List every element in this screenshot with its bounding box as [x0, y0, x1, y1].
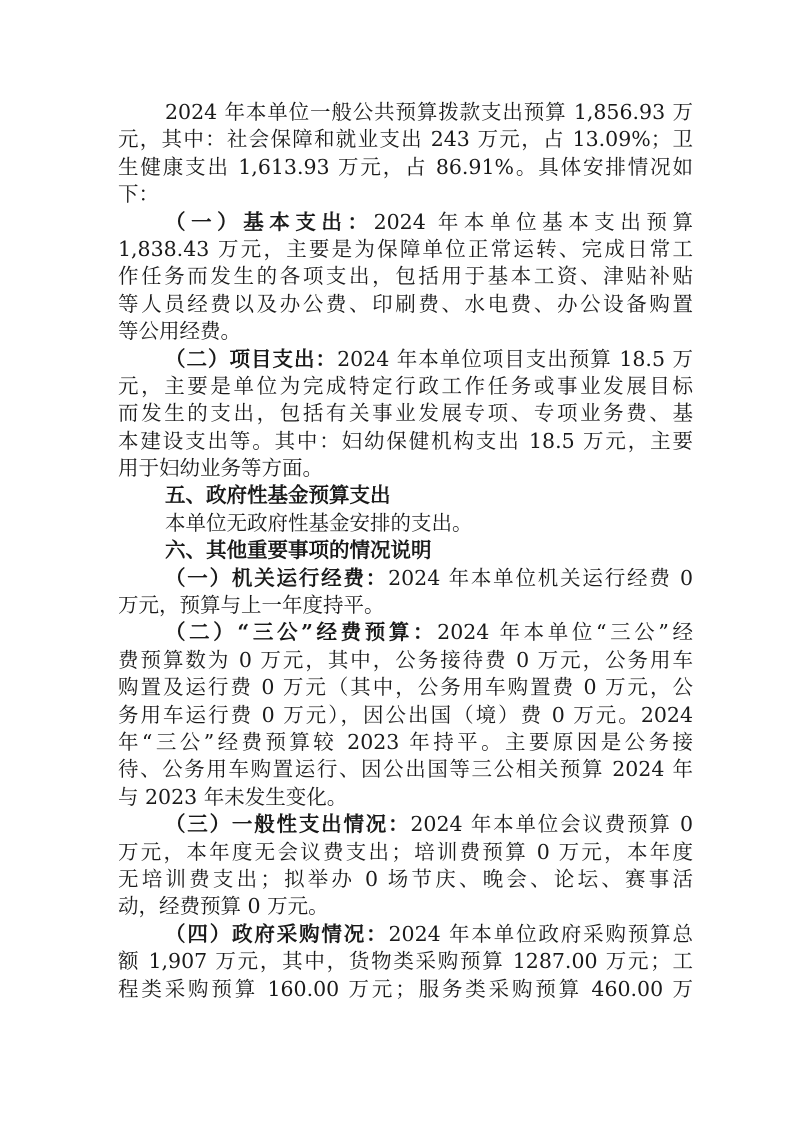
- section-heading: 五、政府性基金预算支出: [165, 483, 391, 508]
- text-line: [118, 756, 693, 783]
- line-text: 待、公务用车购置运行、因公出国等三公相关预算 2024 年: [118, 757, 693, 782]
- text-line: [118, 400, 693, 427]
- text-line: [118, 126, 693, 153]
- line-text: 下：: [118, 182, 159, 207]
- line-text: 而发生的支出，包括有关事业发展专项、专项业务费、基: [118, 401, 693, 426]
- line-text: 2024 年本单位基本支出预算: [373, 209, 694, 234]
- text-line: [118, 674, 693, 701]
- line-text: 无培训费支出；拟举办 0 场节庆、晚会、论坛、赛事活: [118, 866, 693, 891]
- line-text: 额 1,907 万元，其中，货物类采购预算 1287.00 万元；工: [118, 949, 693, 974]
- line-text: 年“三公”经费预算较 2023 年持平。主要原因是公务接: [118, 729, 693, 754]
- text-line: [118, 263, 693, 290]
- line-text: 动，经费预算 0 万元。: [118, 894, 329, 919]
- line-text: 务用车运行费 0 万元），因公出国（境）费 0 万元。2024: [118, 702, 693, 727]
- text-line: [118, 565, 693, 592]
- line-text: 等公用经费。: [118, 319, 241, 344]
- text-line: [118, 647, 693, 674]
- line-text: 2024 年本单位机关运行经费 0: [388, 565, 694, 590]
- line-text: 程类采购预算 160.00 万元；服务类采购预算 460.00 万: [118, 976, 693, 1001]
- text-line: [118, 209, 693, 236]
- line-text: 2024 年本单位项目支出预算 18.5 万: [337, 346, 694, 371]
- text-line: [118, 592, 693, 619]
- line-text: 元，其中：社会保障和就业支出 243 万元，占 13.09%；卫: [118, 127, 693, 152]
- text-line: [118, 510, 693, 537]
- text-line: [118, 866, 693, 893]
- text-line: [118, 99, 693, 126]
- line-text: 本单位无政府性基金安排的支出。: [165, 510, 473, 535]
- line-text: 1,838.43 万元，主要是为保障单位正常运转、完成日常工: [118, 236, 693, 261]
- text-line: [118, 537, 693, 564]
- section-heading: （三）一般性支出情况：: [165, 812, 411, 837]
- text-line: [118, 976, 693, 1003]
- text-line: [118, 811, 693, 838]
- text-line: [118, 784, 693, 811]
- text-line: [118, 948, 693, 975]
- text-line: [118, 729, 693, 756]
- text-line: [118, 181, 693, 208]
- document-body: [118, 99, 693, 1003]
- section-heading: （一）基本支出：: [165, 209, 374, 234]
- section-heading: 六、其他重要事项的情况说明: [165, 538, 432, 563]
- line-text: 2024 年本单位政府采购预算总: [388, 921, 694, 946]
- text-line: [118, 154, 693, 181]
- line-text: 2024 年本单位一般公共预算拨款支出预算 1,856.93 万: [165, 100, 693, 124]
- text-line: [118, 291, 693, 318]
- text-line: [118, 702, 693, 729]
- line-text: 万元，本年度无会议费支出；培训费预算 0 万元，本年度: [118, 839, 693, 864]
- line-text: 购置及运行费 0 万元（其中，公务用车购置费 0 万元，公: [118, 675, 693, 700]
- line-text: 生健康支出 1,613.93 万元，占 86.91%。具体安排情况如: [118, 154, 693, 179]
- text-line: [118, 839, 693, 866]
- line-text: 用于妇幼业务等方面。: [118, 456, 323, 481]
- section-heading: （四）政府采购情况：: [165, 921, 389, 946]
- line-text: 万元，预算与上一年度持平。: [118, 593, 385, 618]
- line-text: 2024 年本单位“三公”经: [437, 620, 693, 645]
- text-line: [118, 482, 693, 509]
- text-line: [118, 921, 693, 948]
- text-line: [118, 619, 693, 646]
- text-line: [118, 346, 693, 373]
- line-text: 与 2023 年未发生变化。: [118, 784, 348, 809]
- section-heading: （一）机关运行经费：: [165, 565, 389, 590]
- section-heading: （二）项目支出：: [165, 346, 338, 371]
- line-text: 作任务而发生的各项支出，包括用于基本工资、津贴补贴: [118, 264, 693, 289]
- line-text: 本建设支出等。其中：妇幼保健机构支出 18.5 万元，主要: [118, 428, 693, 453]
- line-text: 元，主要是单位为完成特定行政工作任务或事业发展目标: [118, 373, 693, 398]
- text-line: [118, 893, 693, 920]
- text-line: [118, 428, 693, 455]
- line-text: 费预算数为 0 万元，其中，公务接待费 0 万元，公务用车: [118, 647, 693, 672]
- line-text: 2024 年本单位会议费预算 0: [410, 812, 693, 837]
- line-text: 等人员经费以及办公费、印刷费、水电费、办公设备购置: [118, 291, 693, 316]
- text-line: [118, 236, 693, 263]
- text-line: [118, 318, 693, 345]
- text-line: [118, 455, 693, 482]
- section-heading: （二）“三公”经费预算：: [165, 620, 438, 645]
- text-line: [118, 373, 693, 400]
